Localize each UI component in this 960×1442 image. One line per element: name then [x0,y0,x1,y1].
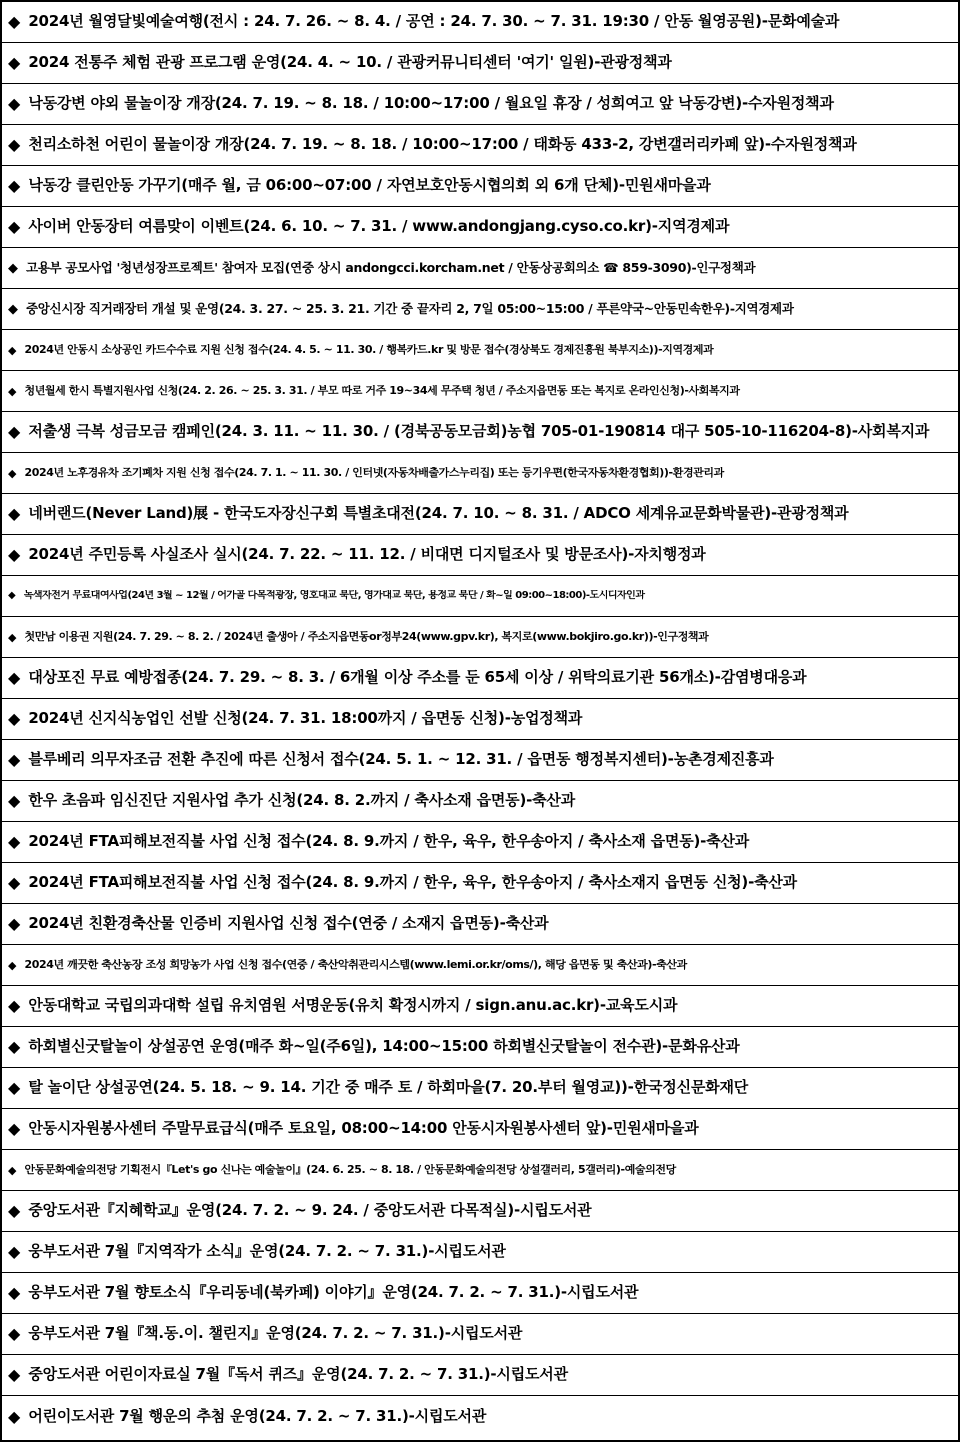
diamond-bullet-icon: ◆ [8,343,17,357]
notice-text: 사이버 안동장터 여름맞이 이벤트(24. 6. 10. ~ 7. 31. / www.andongjang.cyso.co.kr)-지역경제과 [28,218,730,236]
diamond-bullet-icon: ◆ [8,545,21,564]
diamond-bullet-icon: ◆ [8,1324,21,1343]
diamond-bullet-icon: ◆ [8,1201,21,1220]
diamond-bullet-icon: ◆ [8,504,21,523]
diamond-bullet-icon: ◆ [8,301,18,317]
notice-text: 2024 전통주 체험 관광 프로그램 운영(24. 4. ~ 10. / 관광커뮤니티센터 '여기' 일원)-관광정책과 [28,54,672,72]
diamond-bullet-icon: ◆ [8,217,21,236]
notice-text: 한우 초음파 임신진단 지원사업 추가 신청(24. 8. 2.까지 / 축사소재 읍면동)-축산과 [28,792,576,810]
notice-row [2,1150,960,1191]
notice-text: 2024년 깨끗한 축산농장 조성 희망농가 사업 신청 접수(연중 / 축산악취관리시스템(www.lemi.or.kr/oms/), 해당 읍면동 및 축산과)-축산과 [24,958,687,971]
notice-text: 2024년 안동시 소상공인 카드수수료 지원 신청 접수(24. 4. 5. ~ 11. 30. / 행복카드.kr 및 방문 접수(경상북도 경제진흥원 북부지소))-지역경제과 [24,343,714,356]
notice-text: 2024년 FTA피해보전직불 사업 신청 접수(24. 8. 9.까지 / 한우, 육우, 한우송아지 / 축사소재 읍면동)-축산과 [28,833,750,851]
notice-text: 어린이도서관 7월 행운의 추첨 운영(24. 7. 2. ~ 7. 31.)-시립도서관 [28,1407,487,1425]
diamond-bullet-icon: ◆ [8,630,17,644]
diamond-bullet-icon: ◆ [8,466,17,480]
notice-row [2,453,960,494]
notice-text: 웅부도서관 7월『책.동.이. 챌린지』운영(24. 7. 2. ~ 7. 31.)-시립도서관 [28,1325,523,1343]
diamond-bullet-icon: ◆ [8,176,21,195]
notice-text: 중앙신시장 직거래장터 개설 및 운영(24. 3. 27. ~ 25. 3. 21. 기간 중 끝자리 2, 7일 05:00~15:00 / 푸른약국~안동민속한우)-지역경제과 [26,301,794,316]
notice-row [2,904,960,945]
notice-text: 대상포진 무료 예방접종(24. 7. 29. ~ 8. 3. / 6개월 이상 주소를 둔 65세 이상 / 위탁의료기관 56개소)-감염병대응과 [28,669,807,687]
diamond-bullet-icon: ◆ [8,260,18,276]
notice-row [2,617,960,658]
notice-row [2,494,960,535]
diamond-bullet-icon: ◆ [8,94,21,113]
diamond-bullet-icon: ◆ [8,914,21,933]
diamond-bullet-icon: ◆ [8,1242,21,1261]
notice-text: 첫만남 이용권 지원(24. 7. 29. ~ 8. 2. / 2024년 출생아 / 주소지읍면동or정부24(www.gpv.kr), 복지로(www.bokjiro.go.kr))-인구정책과 [24,630,709,643]
notice-row [2,699,960,740]
diamond-bullet-icon: ◆ [8,53,21,72]
notice-text: 2024년 신지식농업인 선발 신청(24. 7. 31. 18:00까지 / 읍면동 신청)-농업정책과 [28,710,583,728]
notice-row [2,535,960,576]
notice-row [2,1109,960,1150]
notice-row [2,1314,960,1355]
notice-text: 네버랜드(Never Land)展 - 한국도자장신구회 특별초대전(24. 7. 10. ~ 8. 31. / ADCO 세계유교문화박물관)-관광정책과 [28,505,849,523]
notice-text: 안동시자원봉사센터 주말무료급식(매주 토요일, 08:00~14:00 안동시자원봉사센터 앞)-민원새마을과 [28,1120,699,1138]
notice-row [2,207,960,248]
notice-row [2,1027,960,1068]
diamond-bullet-icon: ◆ [8,1365,21,1384]
notice-row [2,1232,960,1273]
notice-text: 웅부도서관 7월 향토소식『우리동네(북카페) 이야기』운영(24. 7. 2. ~ 7. 31.)-시립도서관 [28,1284,639,1302]
diamond-bullet-icon: ◆ [8,873,21,892]
diamond-bullet-icon: ◆ [8,996,21,1015]
notice-row [2,166,960,207]
notice-row [2,658,960,699]
notice-text: 2024년 노후경유차 조기폐차 지원 신청 접수(24. 7. 1. ~ 11. 30. / 인터넷(자동차배출가스누리집) 또는 등기우편(한국자동차환경협회))-환경관리과 [24,466,724,479]
notice-row [2,1396,960,1437]
notice-text: 2024년 월영달빛예술여행(전시 : 24. 7. 26. ~ 8. 4. / 공연 : 24. 7. 30. ~ 7. 31. 19:30 / 안동 월영공원)-문화예술과 [28,13,840,31]
notice-text: 안동대학교 국립의과대학 설립 유치염원 서명운동(유치 확정시까지 / sign.anu.ac.kr)-교육도시과 [28,997,678,1015]
diamond-bullet-icon: ◆ [8,422,21,441]
diamond-bullet-icon: ◆ [8,668,21,687]
notice-row [2,576,960,617]
notice-row [2,2,960,43]
notice-text: 중앙도서관『지혜학교』운영(24. 7. 2. ~ 9. 24. / 중앙도서관 다목적실)-시립도서관 [28,1202,592,1220]
notice-row [2,289,960,330]
diamond-bullet-icon: ◆ [8,1406,21,1426]
notice-text: 웅부도서관 7월『지역작가 소식』운영(24. 7. 2. ~ 7. 31.)-시립도서관 [28,1243,506,1261]
diamond-bullet-icon: ◆ [8,832,21,851]
notice-row [2,740,960,781]
notice-text: 안동문화예술의전당 기획전시『Let's go 신나는 예술놀이』(24. 6. 25. ~ 8. 18. / 안동문화예술의전당 상설갤러리, 5갤러리)-예술의전당 [24,1163,676,1176]
notice-row [2,371,960,412]
notice-text: 고용부 공모사업 '청년성장프로젝트' 참여자 모집(연중 상시 andongcci.korcham.net / 안동상공회의소 ☎ 859-3090)-인구정책과 [26,260,756,275]
notice-row [2,84,960,125]
diamond-bullet-icon: ◆ [8,12,21,31]
notice-row [2,1191,960,1232]
notice-row [2,863,960,904]
notice-text: 낙동강변 야외 물놀이장 개장(24. 7. 19. ~ 8. 18. / 10:00~17:00 / 월요일 휴장 / 성희여고 앞 낙동강변)-수자원정책과 [28,95,834,113]
diamond-bullet-icon: ◆ [8,709,21,728]
notice-text: 2024년 친환경축산물 인증비 지원사업 신청 접수(연중 / 소재지 읍면동)-축산과 [28,915,549,933]
notice-row [2,945,960,986]
diamond-bullet-icon: ◆ [8,1283,21,1302]
notice-text: 블루베리 의무자조금 전환 추진에 따른 신청서 접수(24. 5. 1. ~ 12. 31. / 읍면동 행정복지센터)-농촌경제진흥과 [28,751,774,769]
diamond-bullet-icon: ◆ [8,958,17,972]
notice-text: 2024년 주민등록 사실조사 실시(24. 7. 22. ~ 11. 12. / 비대면 디지털조사 및 방문조사)-자치행정과 [28,546,706,564]
notice-text: 녹색자전거 무료대여사업(24년 3월 ~ 12월 / 어가골 다목적광장, 영호대교 북단, 영가대교 북단, 용정교 북단 / 화~일 09:00~18:00)-도시디자인과 [23,590,645,602]
notice-text: 중앙도서관 어린이자료실 7월『독서 퀴즈』운영(24. 7. 2. ~ 7. 31.)-시립도서관 [28,1366,568,1384]
notice-row [2,986,960,1027]
diamond-bullet-icon: ◆ [8,1163,17,1177]
diamond-bullet-icon: ◆ [8,791,21,810]
diamond-bullet-icon: ◆ [8,135,21,154]
notice-row [2,330,960,371]
notice-text: 탈 놀이단 상설공연(24. 5. 18. ~ 9. 14. 기간 중 매주 토 / 하회마을(7. 20.부터 월영교))-한국정신문화재단 [28,1079,749,1097]
notice-text: 저출생 극복 성금모금 캠페인(24. 3. 11. ~ 11. 30. / (경북공동모금회)농협 705-01-190814 대구 505-10-116204-8)-사회복지과 [28,423,930,441]
diamond-bullet-icon: ◆ [8,1119,21,1138]
diamond-bullet-icon: ◆ [8,1037,21,1056]
notice-text: 낙동강 클린안동 가꾸기(매주 월, 금 06:00~07:00 / 자연보호안동시협의회 외 6개 단체)-민원새마을과 [28,177,711,195]
notice-row [2,43,960,84]
diamond-bullet-icon: ◆ [8,384,17,398]
notice-text: 하회별신굿탈놀이 상설공연 운영(매주 화~일(주6일), 14:00~15:00 하회별신굿탈놀이 전수관)-문화유산과 [28,1038,740,1056]
notice-row [2,1068,960,1109]
notice-row [2,822,960,863]
diamond-bullet-icon: ◆ [8,1078,21,1097]
notice-row [2,412,960,453]
diamond-bullet-icon: ◆ [8,590,16,601]
notice-text: 2024년 FTA피해보전직불 사업 신청 접수(24. 8. 9.까지 / 한우, 육우, 한우송아지 / 축사소재지 읍면동 신청)-축산과 [28,874,797,892]
notice-row [2,125,960,166]
notice-text: 천리소하천 어린이 물놀이장 개장(24. 7. 19. ~ 8. 18. / 10:00~17:00 / 태화동 433-2, 강변갤러리카페 앞)-수자원정책과 [28,136,857,154]
diamond-bullet-icon: ◆ [8,750,21,769]
notice-row [2,1355,960,1396]
notice-row [2,248,960,289]
notice-text: 청년월세 한시 특별지원사업 신청(24. 2. 26. ~ 25. 3. 31. / 부모 따로 거주 19~34세 무주택 청년 / 주소지읍면동 또는 복지로 온라인신청)-사회복지과 [24,384,740,397]
notice-row [2,1273,960,1314]
notice-row [2,781,960,822]
